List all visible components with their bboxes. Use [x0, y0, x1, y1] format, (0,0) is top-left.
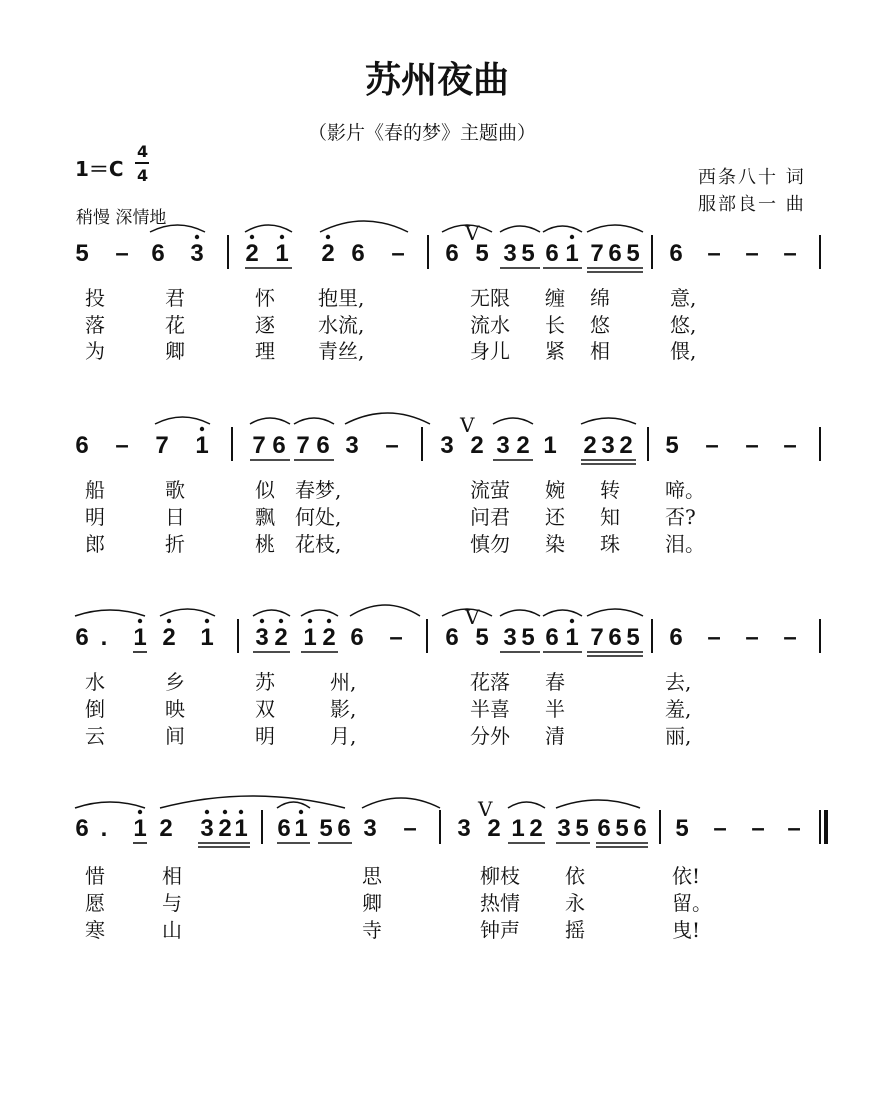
lyric: 青丝, [318, 339, 365, 363]
time-signature-bottom: 4 [137, 166, 149, 185]
octave-dot [239, 810, 243, 814]
slur [587, 609, 643, 616]
note: – [783, 432, 797, 459]
note: 2 [470, 432, 484, 459]
note: 5 [319, 815, 333, 842]
key-signature: 1＝C [75, 157, 124, 181]
slur [543, 226, 582, 232]
note: 7 [155, 432, 169, 459]
note: 3 [345, 432, 359, 459]
note: – [745, 624, 759, 651]
note: . [100, 815, 108, 842]
note: 3 [190, 240, 204, 267]
note: 6 [351, 240, 365, 267]
lyric: 否? [665, 505, 696, 529]
lyric: 逐 [255, 313, 275, 337]
note: 6 [597, 815, 611, 842]
note: 1 [511, 815, 525, 842]
lyric: 身儿 [470, 339, 510, 363]
octave-dot [250, 235, 254, 239]
note: – [751, 815, 765, 842]
note: 3 [503, 240, 517, 267]
note: 1 [234, 815, 248, 842]
note: 2 [321, 240, 335, 267]
note: – [787, 815, 801, 842]
octave-dot [570, 235, 574, 239]
note: 3 [457, 815, 471, 842]
slur [500, 610, 540, 616]
note: 5 [475, 240, 489, 267]
note: 3 [496, 432, 510, 459]
lyric: 花 [165, 313, 185, 337]
lyric: 转 [600, 478, 620, 502]
note: 3 [255, 624, 269, 651]
octave-dot [299, 810, 303, 814]
lyric: 间 [165, 724, 185, 748]
note: 2 [159, 815, 173, 842]
lyric: 月, [330, 724, 357, 748]
lyric: 思 [362, 864, 382, 888]
note: 2 [218, 815, 232, 842]
lyric: 摇 [565, 918, 585, 942]
lyric: 明 [255, 724, 275, 748]
lyric: 歌 [165, 478, 185, 502]
slur [160, 609, 215, 616]
note: 5 [626, 624, 640, 651]
lyric: 船 [85, 478, 105, 502]
octave-dot [280, 235, 284, 239]
lyric: 抱里, [318, 286, 365, 310]
composer-credit: 服部良一 曲 [698, 194, 806, 215]
note: – [745, 240, 759, 267]
lyric: 钟声 [480, 918, 520, 942]
octave-dot [205, 619, 209, 623]
lyric: 泪。 [665, 532, 705, 556]
lyric: 悠, [670, 313, 697, 337]
lyric: 去, [665, 670, 692, 694]
lyric: 花枝, [295, 532, 342, 556]
song-subtitle: （影片《春的梦》主题曲） [308, 122, 537, 144]
slur [587, 225, 643, 232]
lyric: 珠 [600, 532, 620, 556]
note: – [705, 432, 719, 459]
lyric: 寒 [85, 918, 105, 942]
note: 6 [608, 240, 622, 267]
lyric: 丽, [665, 724, 692, 748]
note: 1 [200, 624, 214, 651]
breath-mark: V [478, 797, 493, 821]
note: 6 [75, 624, 89, 651]
note: 1 [303, 624, 317, 651]
note: – [783, 240, 797, 267]
slur [350, 605, 420, 616]
lyric: 飘 [255, 505, 275, 529]
note: 1 [275, 240, 289, 267]
note: 1 [294, 815, 308, 842]
note: 2 [274, 624, 288, 651]
lyric: 山 [162, 918, 182, 942]
slur [508, 802, 545, 808]
octave-dot [138, 810, 142, 814]
lyric: 水 [85, 670, 105, 694]
octave-dot [279, 619, 283, 623]
lyric: 缠 [545, 286, 565, 310]
lyric: 似 [255, 478, 275, 502]
time-signature-top: 4 [137, 142, 149, 161]
note: – [707, 624, 721, 651]
slur [150, 225, 205, 232]
note: 6 [608, 624, 622, 651]
note: 5 [521, 240, 535, 267]
lyric: 何处, [295, 505, 342, 529]
lyric: 流萤 [470, 478, 510, 502]
note: 6 [277, 815, 291, 842]
lyric: 映 [165, 697, 185, 721]
note: 6 [316, 432, 330, 459]
slur [75, 610, 145, 616]
lyric: 染 [545, 532, 565, 556]
lyric: 理 [255, 339, 275, 363]
lyric: 郎 [85, 532, 105, 556]
octave-dot [260, 619, 264, 623]
note: 5 [75, 240, 89, 267]
lyric: 依! [672, 864, 701, 888]
octave-dot [195, 235, 199, 239]
slur [320, 221, 408, 232]
slur [250, 418, 290, 424]
note: 6 [633, 815, 647, 842]
slur [245, 225, 292, 232]
lyric: 无限 [470, 286, 510, 310]
breath-mark: V [465, 221, 480, 245]
note: 1 [565, 240, 579, 267]
lyric: 桃 [255, 532, 275, 556]
lyric: 怀 [255, 286, 275, 310]
note: 7 [252, 432, 266, 459]
lyric: 曳! [672, 918, 701, 942]
slur [294, 418, 334, 424]
slur [301, 610, 338, 616]
slur [556, 800, 640, 808]
note: 6 [545, 624, 559, 651]
slur [345, 413, 430, 424]
lyric: 慎勿 [470, 532, 510, 556]
lyric: 流水 [470, 313, 510, 337]
note: 1 [133, 815, 147, 842]
lyric: 依 [565, 864, 585, 888]
note: – [389, 624, 403, 651]
lyric: 州, [330, 670, 357, 694]
lyric: 春梦, [295, 478, 342, 502]
lyric: 双 [255, 697, 275, 721]
note: 6 [445, 624, 459, 651]
lyric: 永 [565, 891, 585, 915]
lyric: 惜 [85, 864, 105, 888]
note: 6 [545, 240, 559, 267]
lyric: 分外 [470, 724, 510, 748]
note: 7 [296, 432, 310, 459]
note: 2 [516, 432, 530, 459]
lyricist-credit: 西条八十 词 [698, 167, 806, 188]
breath-mark: V [460, 413, 475, 437]
slur [277, 802, 310, 808]
note: 7 [590, 240, 604, 267]
lyric: 知 [600, 505, 620, 529]
lyric: 日 [165, 505, 185, 529]
lyric: 问君 [470, 505, 510, 529]
tempo-marking: 稍慢 深情地 [76, 208, 167, 228]
lyric: 半 [545, 697, 565, 721]
lyric: 影, [330, 697, 357, 721]
note: 5 [475, 624, 489, 651]
note: 3 [601, 432, 615, 459]
lyric: 留。 [672, 891, 712, 915]
breath-mark: V [465, 605, 480, 629]
lyric: 苏 [255, 670, 275, 694]
lyric: 偎, [670, 339, 697, 363]
slur [543, 610, 582, 616]
octave-dot [327, 619, 331, 623]
note: 6 [337, 815, 351, 842]
slur [581, 418, 636, 424]
lyric: 意, [670, 286, 697, 310]
note: 2 [245, 240, 259, 267]
note: 1 [565, 624, 579, 651]
note: 5 [626, 240, 640, 267]
lyric: 羞, [665, 697, 692, 721]
note: . [100, 624, 108, 651]
lyric: 乡 [165, 670, 185, 694]
note: 6 [75, 815, 89, 842]
lyric: 明 [85, 505, 105, 529]
note: 5 [675, 815, 689, 842]
lyric: 还 [545, 505, 565, 529]
lyric: 为 [85, 339, 105, 363]
note: 5 [521, 624, 535, 651]
note: 1 [195, 432, 209, 459]
note: – [403, 815, 417, 842]
note: 5 [575, 815, 589, 842]
lyric: 花落 [470, 670, 510, 694]
note: 3 [363, 815, 377, 842]
note: – [115, 432, 129, 459]
lyric: 投 [85, 286, 105, 310]
note: 6 [350, 624, 364, 651]
note: 5 [665, 432, 679, 459]
lyric: 紧 [545, 339, 565, 363]
note: 2 [162, 624, 176, 651]
note: 1 [543, 432, 557, 459]
lyric: 热情 [480, 891, 520, 915]
note: – [783, 624, 797, 651]
slur [253, 610, 290, 616]
note: – [745, 432, 759, 459]
note: 6 [445, 240, 459, 267]
slur [75, 802, 145, 808]
song-title: 苏州夜曲 [365, 59, 510, 101]
lyric: 愿 [85, 891, 105, 915]
lyric: 相 [162, 864, 182, 888]
slur [493, 418, 533, 424]
lyric: 卿 [362, 891, 382, 915]
lyric: 悠 [590, 313, 610, 337]
lyric: 寺 [362, 918, 382, 942]
note: 3 [200, 815, 214, 842]
note: 6 [75, 432, 89, 459]
octave-dot [326, 235, 330, 239]
lyric: 春 [545, 670, 565, 694]
note: 3 [557, 815, 571, 842]
lyric: 落 [85, 313, 105, 337]
octave-dot [167, 619, 171, 623]
note: 2 [583, 432, 597, 459]
note: 7 [590, 624, 604, 651]
note: 1 [133, 624, 147, 651]
lyric: 相 [590, 339, 610, 363]
note: 2 [322, 624, 336, 651]
octave-dot [570, 619, 574, 623]
lyric: 倒 [85, 697, 105, 721]
lyric: 折 [165, 532, 185, 556]
lyric: 长 [545, 313, 565, 337]
note: – [707, 240, 721, 267]
note: – [391, 240, 405, 267]
note: 3 [503, 624, 517, 651]
lyric: 与 [162, 891, 182, 915]
slur [362, 798, 440, 808]
octave-dot [138, 619, 142, 623]
lyric: 婉 [545, 478, 565, 502]
note: 2 [529, 815, 543, 842]
slur [500, 226, 540, 232]
note: – [115, 240, 129, 267]
note: – [713, 815, 727, 842]
lyric: 云 [85, 724, 105, 748]
lyric: 君 [165, 286, 185, 310]
lyric: 啼。 [665, 478, 705, 502]
note: 6 [151, 240, 165, 267]
note: 2 [619, 432, 633, 459]
slur [155, 417, 210, 424]
octave-dot [205, 810, 209, 814]
note: 2 [487, 815, 501, 842]
octave-dot [200, 427, 204, 431]
note: 5 [615, 815, 629, 842]
note: 6 [272, 432, 286, 459]
note: 3 [440, 432, 454, 459]
note: – [385, 432, 399, 459]
note: 6 [669, 240, 683, 267]
octave-dot [308, 619, 312, 623]
octave-dot [223, 810, 227, 814]
note: 6 [669, 624, 683, 651]
lyric: 半喜 [470, 697, 510, 721]
lyric: 柳枝 [480, 864, 520, 888]
slur [160, 796, 345, 808]
lyric: 卿 [165, 339, 185, 363]
lyric: 水流, [318, 313, 365, 337]
lyric: 绵 [590, 286, 610, 310]
lyric: 清 [545, 724, 565, 748]
